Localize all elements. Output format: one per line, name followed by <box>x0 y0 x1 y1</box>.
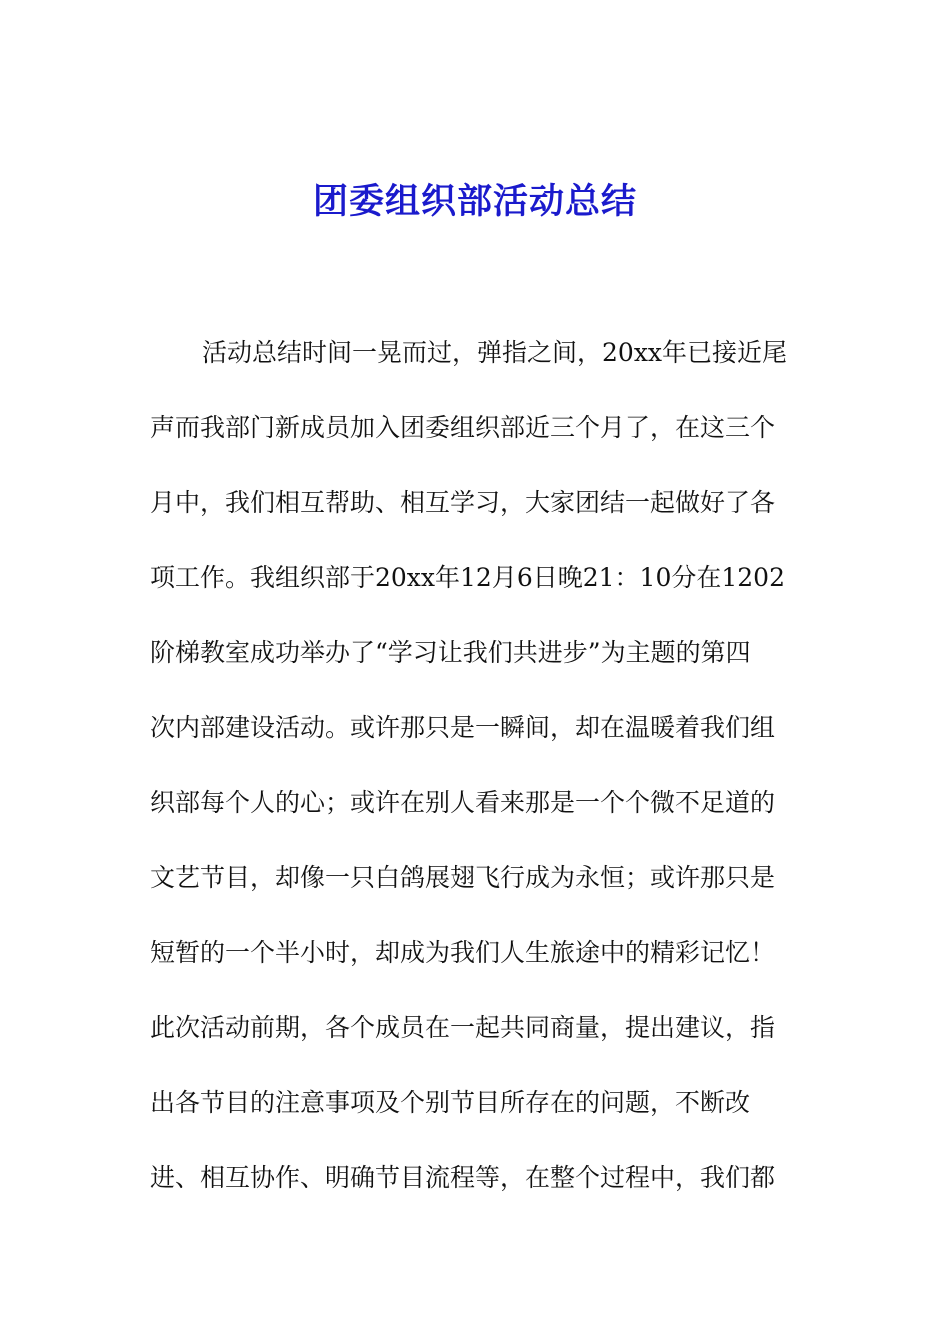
body-line: 次内部建设活动。或许那只是一瞬间，却在温暖着我们组 <box>150 713 776 742</box>
document-title: 团委组织部活动总结 <box>312 181 637 222</box>
body-line: 活动总结时间一晃而过，弹指之间，20xx年已接近尾 <box>202 338 788 367</box>
body-line: 阶梯教室成功举办了“学习让我们共进步”为主题的第四 <box>150 638 751 667</box>
body-line: 声而我部门新成员加入团委组织部近三个月了，在这三个 <box>150 413 776 442</box>
body-line: 项工作。我组织部于20xx年12月6日晚21：10分在1202 <box>150 563 785 592</box>
body-line: 短暂的一个半小时，却成为我们人生旅途中的精彩记忆！ <box>150 938 776 967</box>
body-line: 此次活动前期，各个成员在一起共同商量，提出建议，指 <box>150 1013 776 1042</box>
body-line: 织部每个人的心；或许在别人看来那是一个个微不足道的 <box>150 788 776 817</box>
body-line: 出各节目的注意事项及个别节目所存在的问题，不断改 <box>150 1088 751 1117</box>
body-line: 月中，我们相互帮助、相互学习，大家团结一起做好了各 <box>150 488 776 517</box>
document-body <box>150 322 810 1222</box>
body-line: 文艺节目，却像一只白鸽展翅飞行成为永恒；或许那只是 <box>150 863 776 892</box>
body-line: 进、相互协作、明确节目流程等，在整个过程中，我们都 <box>150 1163 776 1192</box>
